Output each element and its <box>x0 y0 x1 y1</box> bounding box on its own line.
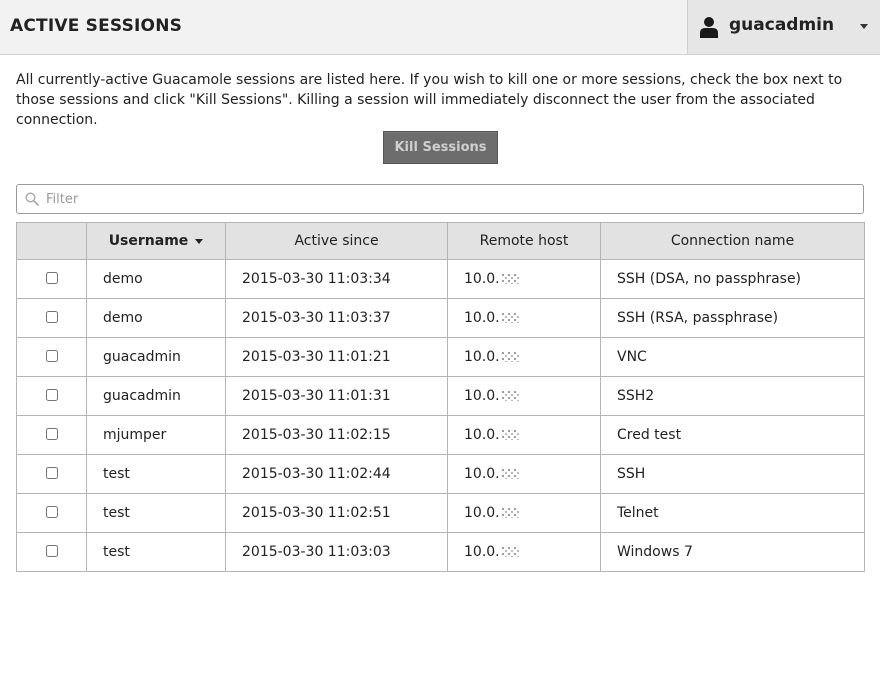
remote-host-value: 10.0. <box>464 466 500 482</box>
chevron-down-icon <box>860 24 868 29</box>
table-row <box>17 299 865 338</box>
username-cell: test <box>87 455 226 494</box>
active-since-cell: 2015-03-30 11:03:37 <box>226 299 448 338</box>
column-header-label: Username <box>108 233 189 249</box>
redacted-ip-mark <box>501 273 519 284</box>
app-header <box>0 0 880 55</box>
username-cell: test <box>87 533 226 572</box>
connection-name-cell: SSH (DSA, no passphrase) <box>601 260 865 299</box>
active-since-cell: 2015-03-30 11:01:21 <box>226 338 448 377</box>
remote-host-cell <box>448 455 601 494</box>
username-cell: demo <box>87 260 226 299</box>
redacted-ip-mark <box>501 312 519 323</box>
connection-name-cell: Telnet <box>601 494 865 533</box>
select-cell <box>17 299 87 338</box>
select-cell <box>17 533 87 572</box>
username-cell: mjumper <box>87 416 226 455</box>
remote-host-value: 10.0. <box>464 349 500 365</box>
search-icon <box>25 192 39 206</box>
kill-sessions-button[interactable]: Kill Sessions <box>383 131 498 164</box>
connection-name-cell: SSH2 <box>601 377 865 416</box>
remote-host-value: 10.0. <box>464 388 500 404</box>
user-menu[interactable] <box>687 0 880 54</box>
redacted-ip-mark <box>501 429 519 440</box>
table-row <box>17 260 865 299</box>
table-row <box>17 338 865 377</box>
connection-name-cell: SSH (RSA, passphrase) <box>601 299 865 338</box>
table-header-row <box>17 223 865 260</box>
connection-name-cell: VNC <box>601 338 865 377</box>
session-checkbox[interactable] <box>46 389 58 401</box>
remote-host-cell <box>448 299 601 338</box>
session-checkbox[interactable] <box>46 467 58 479</box>
session-checkbox[interactable] <box>46 311 58 323</box>
redacted-ip-mark <box>501 546 519 557</box>
column-header-username[interactable] <box>87 223 226 260</box>
user-icon <box>700 16 718 38</box>
select-cell <box>17 260 87 299</box>
remote-host-cell <box>448 533 601 572</box>
page-title: ACTIVE SESSIONS <box>10 16 183 36</box>
session-checkbox[interactable] <box>46 272 58 284</box>
connection-name-cell: SSH <box>601 455 865 494</box>
remote-host-cell <box>448 416 601 455</box>
column-header-remote-host[interactable]: Remote host <box>448 223 601 260</box>
table-row <box>17 533 865 572</box>
page-description: All currently-active Guacamole sessions are listed here. If you wish to kill one or more sessions, check the box next to those sessions and click "Kill Sessions". Killing a session will immediately disconnect the user from the associated connection. <box>16 72 843 128</box>
select-cell <box>17 338 87 377</box>
select-cell <box>17 455 87 494</box>
active-since-cell: 2015-03-30 11:02:51 <box>226 494 448 533</box>
session-checkbox[interactable] <box>46 506 58 518</box>
active-since-cell: 2015-03-30 11:03:34 <box>226 260 448 299</box>
connection-name-cell: Windows 7 <box>601 533 865 572</box>
select-cell <box>17 377 87 416</box>
username-cell: demo <box>87 299 226 338</box>
remote-host-value: 10.0. <box>464 427 500 443</box>
redacted-ip-mark <box>501 468 519 479</box>
select-cell <box>17 494 87 533</box>
sort-descending-icon <box>195 239 203 244</box>
remote-host-value: 10.0. <box>464 271 500 287</box>
remote-host-value: 10.0. <box>464 505 500 521</box>
connection-name-cell: Cred test <box>601 416 865 455</box>
active-since-cell: 2015-03-30 11:03:03 <box>226 533 448 572</box>
active-since-cell: 2015-03-30 11:02:15 <box>226 416 448 455</box>
remote-host-cell <box>448 494 601 533</box>
remote-host-cell <box>448 377 601 416</box>
username-label: guacadmin <box>729 15 835 35</box>
active-since-cell: 2015-03-30 11:01:31 <box>226 377 448 416</box>
redacted-ip-mark <box>501 507 519 518</box>
remote-host-value: 10.0. <box>464 310 500 326</box>
remote-host-cell <box>448 338 601 377</box>
column-header-select <box>17 223 87 260</box>
remote-host-cell <box>448 260 601 299</box>
redacted-ip-mark <box>501 351 519 362</box>
table-row <box>17 455 865 494</box>
redacted-ip-mark <box>501 390 519 401</box>
username-cell: test <box>87 494 226 533</box>
session-checkbox[interactable] <box>46 428 58 440</box>
session-checkbox[interactable] <box>46 545 58 557</box>
table-row <box>17 416 865 455</box>
username-cell: guacadmin <box>87 338 226 377</box>
filter-box <box>16 184 864 214</box>
remote-host-value: 10.0. <box>464 544 500 560</box>
column-header-connection-name[interactable]: Connection name <box>601 223 865 260</box>
table-row <box>17 377 865 416</box>
filter-input[interactable] <box>46 188 846 210</box>
select-cell <box>17 416 87 455</box>
column-header-active-since[interactable]: Active since <box>226 223 448 260</box>
username-cell: guacadmin <box>87 377 226 416</box>
sessions-table <box>16 222 865 572</box>
active-since-cell: 2015-03-30 11:02:44 <box>226 455 448 494</box>
table-row <box>17 494 865 533</box>
session-checkbox[interactable] <box>46 350 58 362</box>
